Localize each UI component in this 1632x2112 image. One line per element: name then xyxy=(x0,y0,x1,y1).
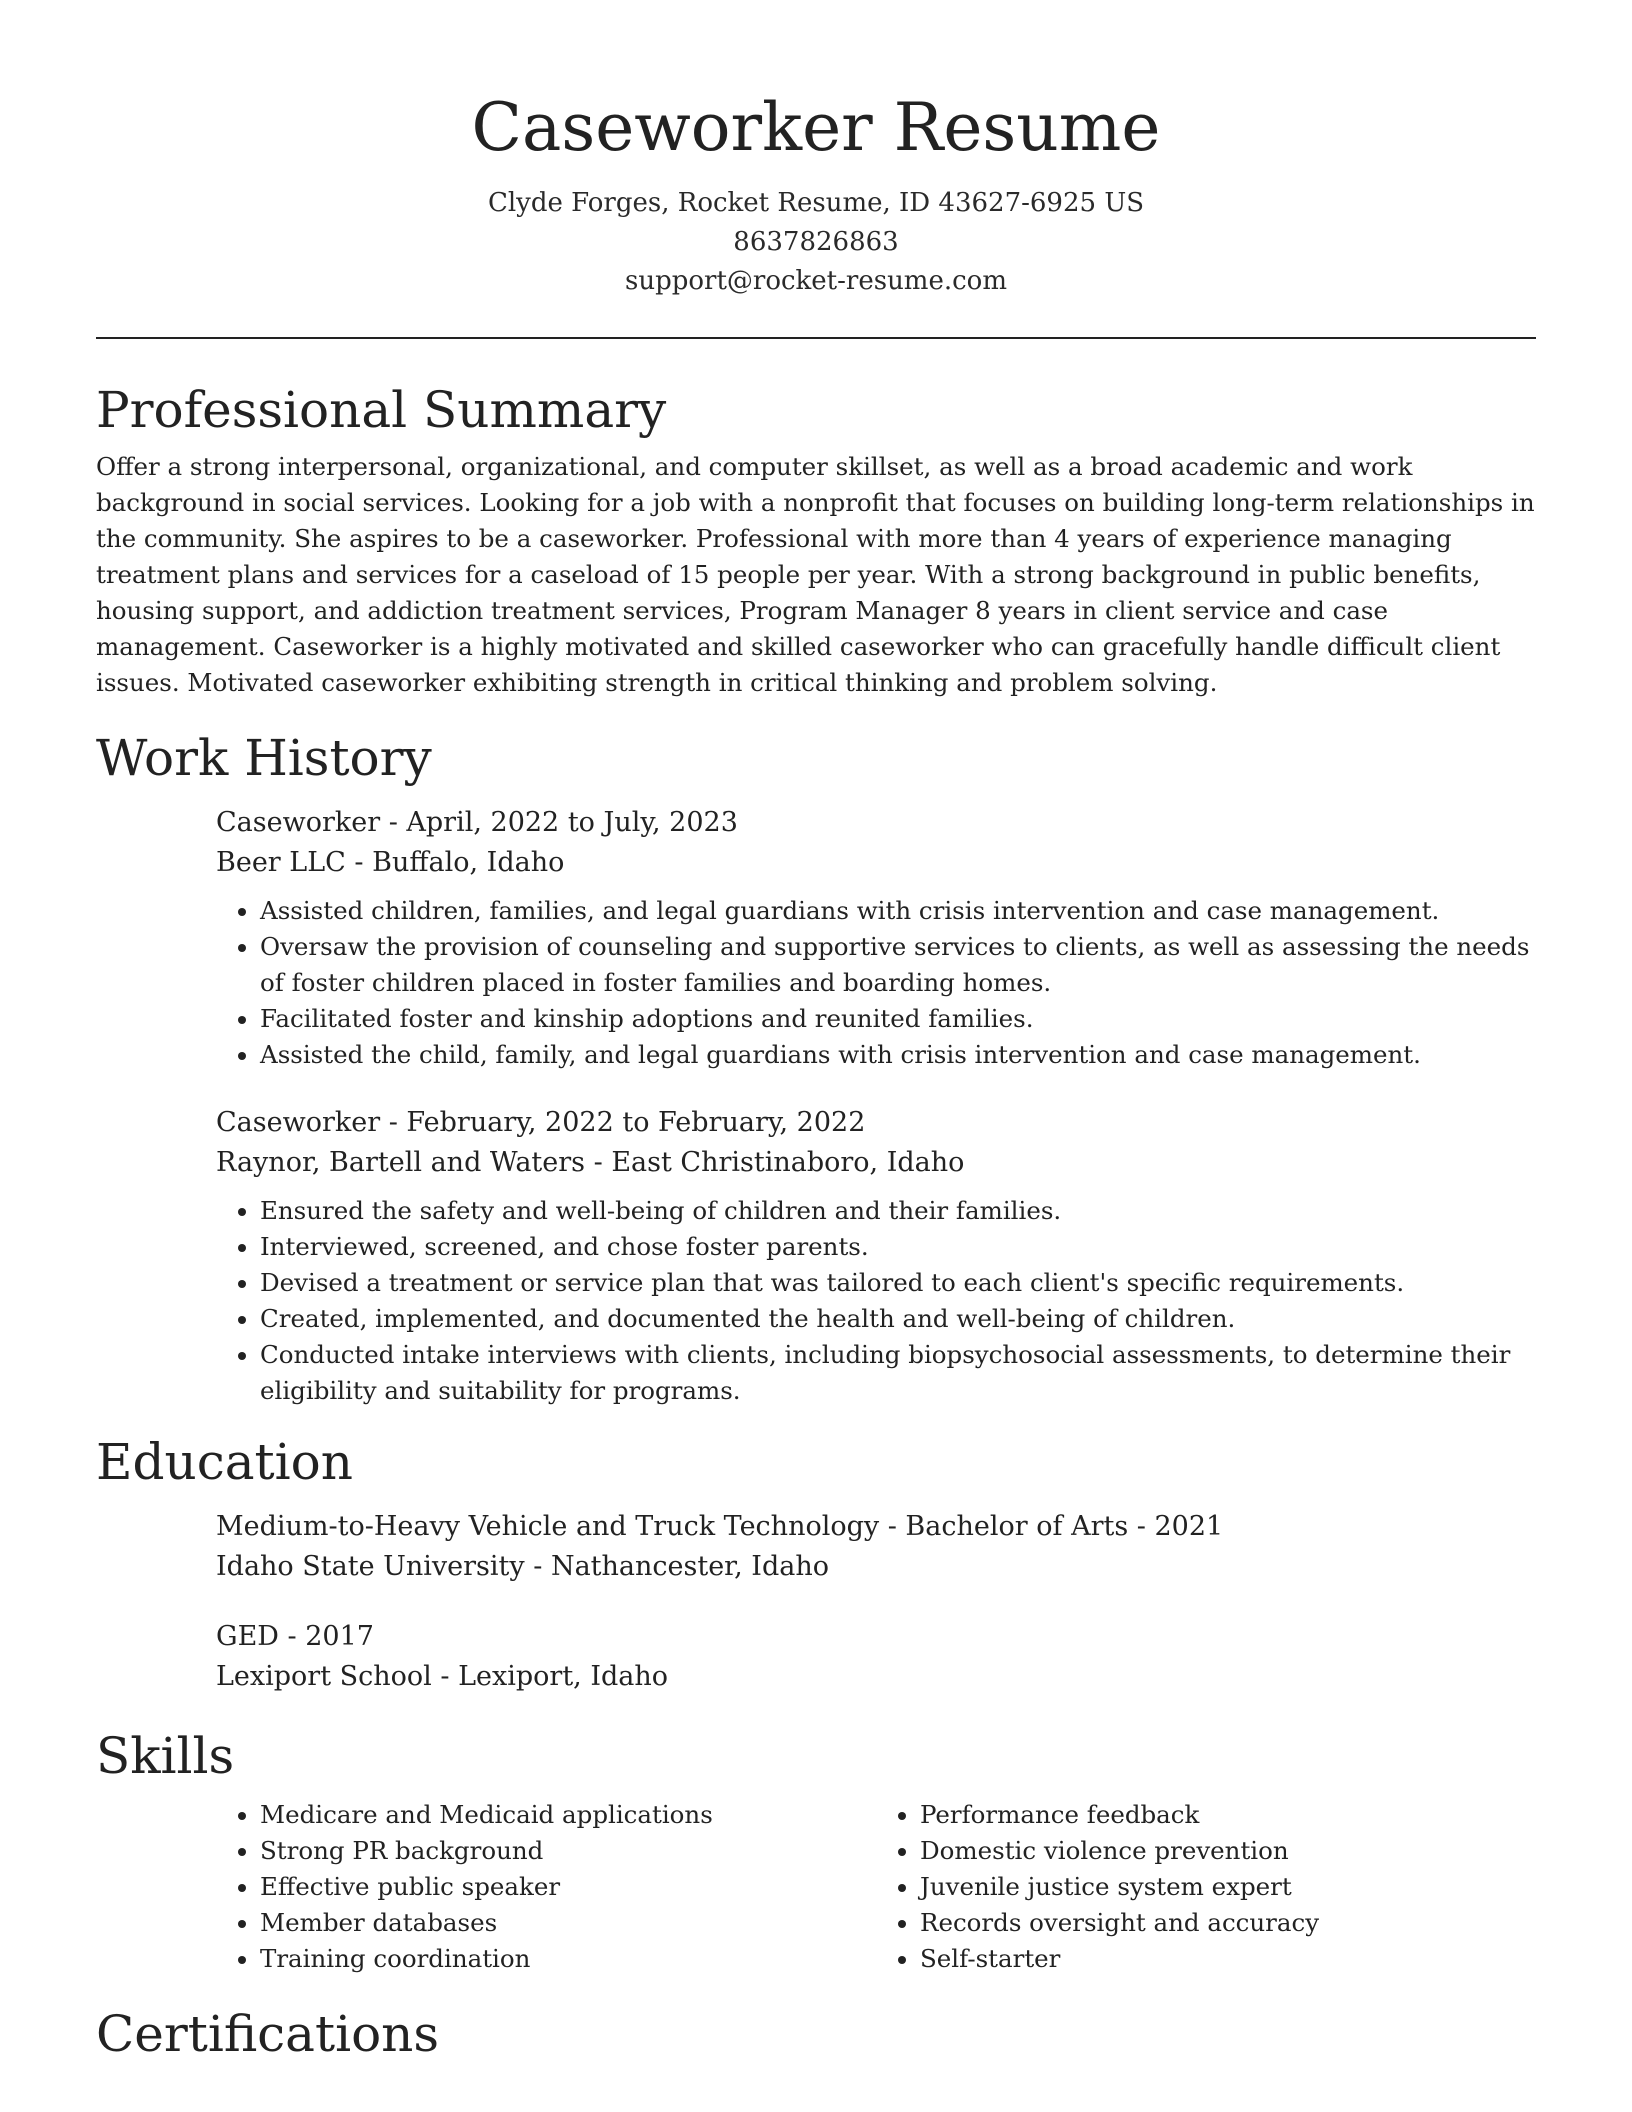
header-divider xyxy=(96,337,1536,339)
education-entry xyxy=(216,1617,1536,1697)
list-item: • Assisted children, families, and legal guardians with crisis intervention and case management. xyxy=(260,893,1536,929)
job-role: Caseworker xyxy=(216,1107,381,1138)
education-school: Lexiport School xyxy=(216,1661,432,1692)
list-item: • Juvenile justice system expert xyxy=(920,1869,1536,1905)
summary-text: Offer a strong interpersonal, organizational, and computer skillset, as well as a broad academic and work background in social services. Looking for a job with a nonprofit that focuses on building long-term relationships in the community. She aspires to be a caseworker. Professional with more than 4 years of experience managing treatment plans and services for a caseload of 15 people per year. With a strong background in public benefits, housing support, and addiction treatment services, Program Manager 8 years in client service and case management. Caseworker is a highly motivated and skilled caseworker who can gracefully handle difficult client issues. Motivated caseworker exhibiting strength in critical thinking and problem solving. xyxy=(96,452,1535,697)
list-item: • Domestic violence prevention xyxy=(920,1833,1536,1869)
contact-email: support@rocket-resume.com xyxy=(624,266,1007,296)
education-detail: - 2017 xyxy=(278,1621,374,1652)
job-company-line xyxy=(216,1143,1536,1183)
job-role: Caseworker xyxy=(216,807,381,838)
skills-list-right xyxy=(876,1797,1536,1977)
job-entry xyxy=(216,803,1536,1073)
education-degree-line xyxy=(216,1507,1536,1547)
job-entry xyxy=(216,1103,1536,1409)
education-degree-line xyxy=(216,1617,1536,1657)
list-item: • Ensured the safety and well-being of children and their families. xyxy=(260,1193,1536,1229)
job-dates: - February, 2022 to February, 2022 xyxy=(380,1107,866,1138)
list-item: • Oversaw the provision of counseling and supportive services to clients, as well as assessing the needs of foster children placed in foster families and boarding homes. xyxy=(260,929,1536,1001)
certifications-heading: Certifications xyxy=(96,2005,440,2063)
education-section xyxy=(96,1431,1536,1697)
list-item: • Effective public speaker xyxy=(260,1869,876,1905)
resume-header xyxy=(96,0,1536,301)
skills-section xyxy=(96,1725,1536,1977)
list-item: • Devised a treatment or service plan that was tailored to each client's specific requirements. xyxy=(260,1265,1536,1301)
skills-grid xyxy=(216,1797,1536,1977)
job-company: Raynor, Bartell and Waters xyxy=(216,1147,586,1178)
certifications-section xyxy=(96,2003,1536,2065)
list-item: • Self-starter xyxy=(920,1941,1536,1977)
job-title-line xyxy=(216,1103,1536,1143)
summary-heading: Professional Summary xyxy=(96,381,667,439)
education-degree: Medium-to-Heavy Vehicle and Truck Technology xyxy=(216,1511,880,1542)
list-item: • Interviewed, screened, and chose foster parents. xyxy=(260,1229,1536,1265)
work-heading: Work History xyxy=(96,729,432,787)
education-detail: - Bachelor of Arts - 2021 xyxy=(879,1511,1224,1542)
page-title: Caseworker Resume xyxy=(471,89,1161,166)
education-degree: GED xyxy=(216,1621,279,1652)
work-section xyxy=(96,727,1536,1409)
list-item: • Performance feedback xyxy=(920,1797,1536,1833)
list-item: • Member databases xyxy=(260,1905,876,1941)
job-dates: - April, 2022 to July, 2023 xyxy=(380,807,738,838)
contact-address: Clyde Forges, Rocket Resume, ID 43627-6925 US xyxy=(487,188,1145,218)
job-company: Beer LLC xyxy=(216,847,346,878)
job-location: - Buffalo, Idaho xyxy=(345,847,565,878)
list-item: • Training coordination xyxy=(260,1941,876,1977)
skills-heading: Skills xyxy=(96,1727,235,1785)
education-school-line xyxy=(216,1657,1536,1697)
job-bullets xyxy=(216,893,1536,1073)
job-company-line xyxy=(216,843,1536,883)
list-item: • Conducted intake interviews with clients, including biopsychosocial assessments, to determine their eligibility and suitability for programs. xyxy=(260,1337,1536,1409)
education-school: Idaho State University xyxy=(216,1551,525,1582)
job-location: - East Christinaboro, Idaho xyxy=(585,1147,965,1178)
skills-list-left xyxy=(216,1797,876,1977)
list-item: • Medicare and Medicaid applications xyxy=(260,1797,876,1833)
resume-page xyxy=(96,0,1536,2065)
contact-phone: 8637826863 xyxy=(733,227,899,257)
summary-section xyxy=(96,379,1536,701)
education-school-line xyxy=(216,1547,1536,1587)
list-item: • Facilitated foster and kinship adoptions and reunited families. xyxy=(260,1001,1536,1037)
education-location: - Lexiport, Idaho xyxy=(431,1661,669,1692)
education-entry xyxy=(216,1507,1536,1587)
education-heading: Education xyxy=(96,1433,353,1491)
list-item: • Strong PR background xyxy=(260,1833,876,1869)
list-item: • Assisted the child, family, and legal guardians with crisis intervention and case management. xyxy=(260,1037,1536,1073)
education-location: - Nathancester, Idaho xyxy=(524,1551,829,1582)
list-item: • Created, implemented, and documented the health and well-being of children. xyxy=(260,1301,1536,1337)
job-title-line xyxy=(216,803,1536,843)
job-bullets xyxy=(216,1193,1536,1409)
list-item: • Records oversight and accuracy xyxy=(920,1905,1536,1941)
